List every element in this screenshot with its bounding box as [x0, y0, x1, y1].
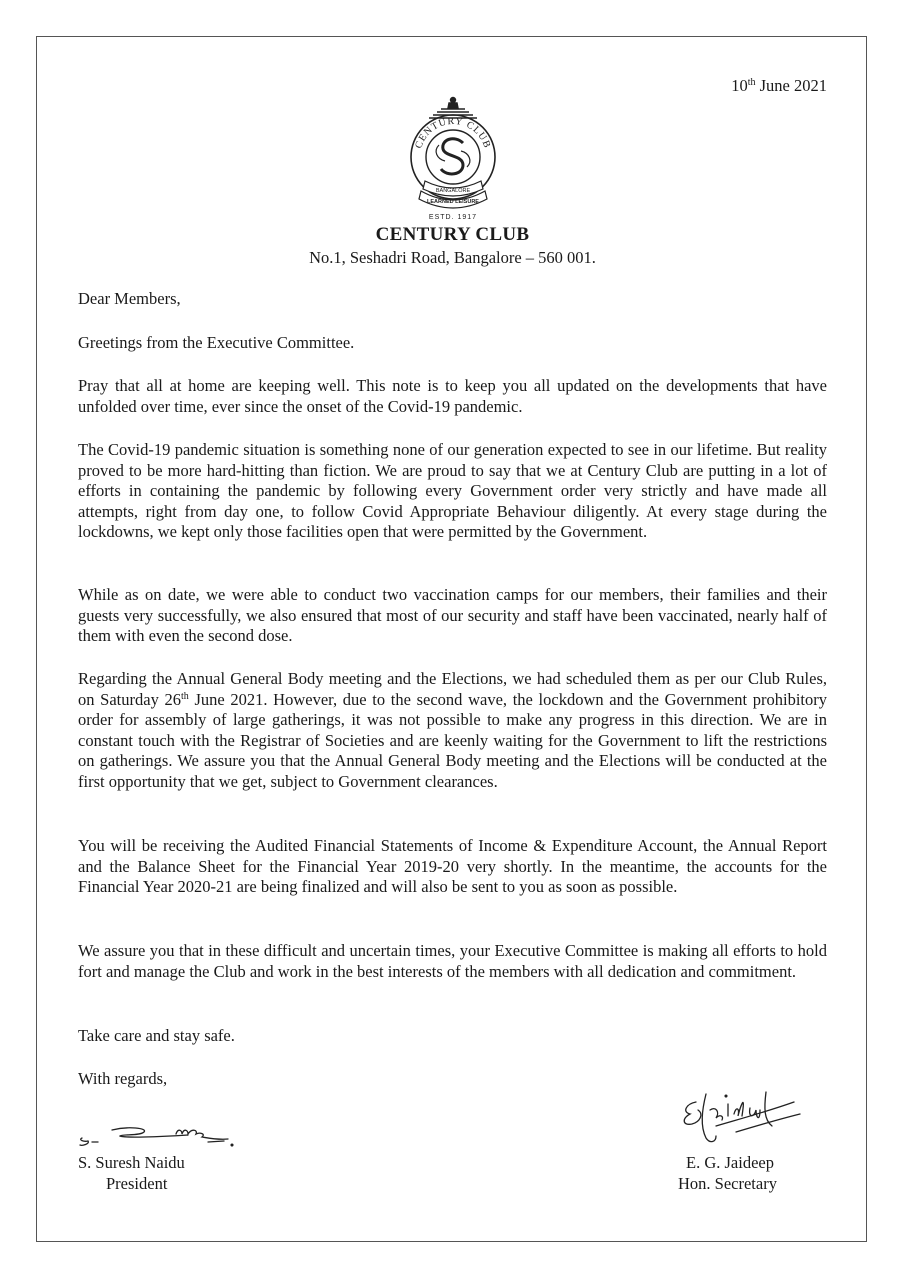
- greeting-text: Greetings from the Executive Committee.: [78, 333, 355, 352]
- signatory-president: [78, 1152, 185, 1194]
- svg-text:BANGALORE: BANGALORE: [435, 188, 471, 194]
- signatory-name: E. G. Jaideep: [686, 1153, 774, 1172]
- club-emblem-logo: [403, 95, 503, 223]
- date-day: 10: [731, 76, 748, 95]
- club-address: No.1, Seshadri Road, Bangalore – 560 001.: [309, 248, 596, 267]
- closing-line-text: Take care and stay safe.: [78, 1026, 235, 1045]
- paragraph-3-text: While as on date, we were able to conduct two vaccination camps for our members, their families and their guests very successfully, we also ensured that most of our security and staff have been vaccinated, nearly half of them with even the second dose.: [78, 585, 827, 646]
- paragraph-1: [78, 376, 827, 417]
- signatory-secretary: [678, 1152, 777, 1194]
- paragraph-4: [78, 669, 827, 793]
- paragraph-5-text: You will be receiving the Audited Financial Statements of Income & Expenditure Account, the Annual Report and the Balance Sheet for the Financial Year 2019-20 very shortly. In the meantime, the accounts for the Financial Year 2020-21 are being finalized and will also be sent to you as soon as possible.: [78, 836, 827, 897]
- paragraph-2-text: The Covid-19 pandemic situation is something none of our generation expected to see in our lifetime. But reality proved to be more hard-hitting than fiction. We are proud to say that we at Century Club are putting in a lot of efforts in containing the pandemic by following every Government order very strictly and have made all attempts, right from day one, to follow Covid Appropriate Behaviour diligently. At every stage during the lockdowns, we kept only those facilities open that were permitted by the Government.: [78, 440, 827, 542]
- date-suffix: th: [747, 77, 756, 88]
- closing-line: [78, 1026, 827, 1047]
- signatory-name: S. Suresh Naidu: [78, 1153, 185, 1172]
- paragraph-6: [78, 941, 827, 982]
- club-name-heading: CENTURY CLUB: [375, 224, 530, 245]
- secretary-signature: [676, 1086, 806, 1150]
- paragraph-2: [78, 440, 827, 543]
- paragraph-1-text: Pray that all at home are keeping well. This note is to keep you all updated on the developments that have unfolded over time, ever since the onset of the Covid-19 pandemic.: [78, 376, 827, 416]
- salutation: [78, 289, 827, 310]
- paragraph-3: [78, 585, 827, 647]
- signatory-title: President: [106, 1174, 168, 1193]
- paragraph-5: [78, 836, 827, 898]
- date-rest: June 2021: [755, 76, 827, 95]
- signatory-title: Hon. Secretary: [678, 1174, 777, 1193]
- greeting: [78, 333, 827, 354]
- letter-date: [731, 76, 827, 96]
- svg-text:LEARNED LEISURE: LEARNED LEISURE: [427, 199, 479, 205]
- paragraph-4-text: Regarding the Annual General Body meeting and the Elections, we had scheduled them as per our Club Rules, on Saturday 26th June 2021. However, due to the second wave, the lockdown and the Government prohibitory order for assembly of large gatherings, it was not possible to make any progress in this direction. We are in constant touch with the Registrar of Societies and are keenly waiting for the Government to lift the restrictions on gatherings. We assure you that the Annual General Body meeting and the Elections will be conducted at the first opportunity that we get, subject to Government clearances.: [78, 669, 827, 791]
- sign-off-text: With regards,: [78, 1069, 168, 1088]
- paragraph-6-text: We assure you that in these difficult and uncertain times, your Executive Committee is making all efforts to hold fort and manage the Club and work in the best interests of the members with all dedication and commitment.: [78, 941, 827, 981]
- svg-text:CENTURY CLUB: CENTURY CLUB: [413, 115, 493, 151]
- svg-text:ESTD. 1917: ESTD. 1917: [428, 214, 478, 221]
- salutation-text: Dear Members,: [78, 289, 181, 308]
